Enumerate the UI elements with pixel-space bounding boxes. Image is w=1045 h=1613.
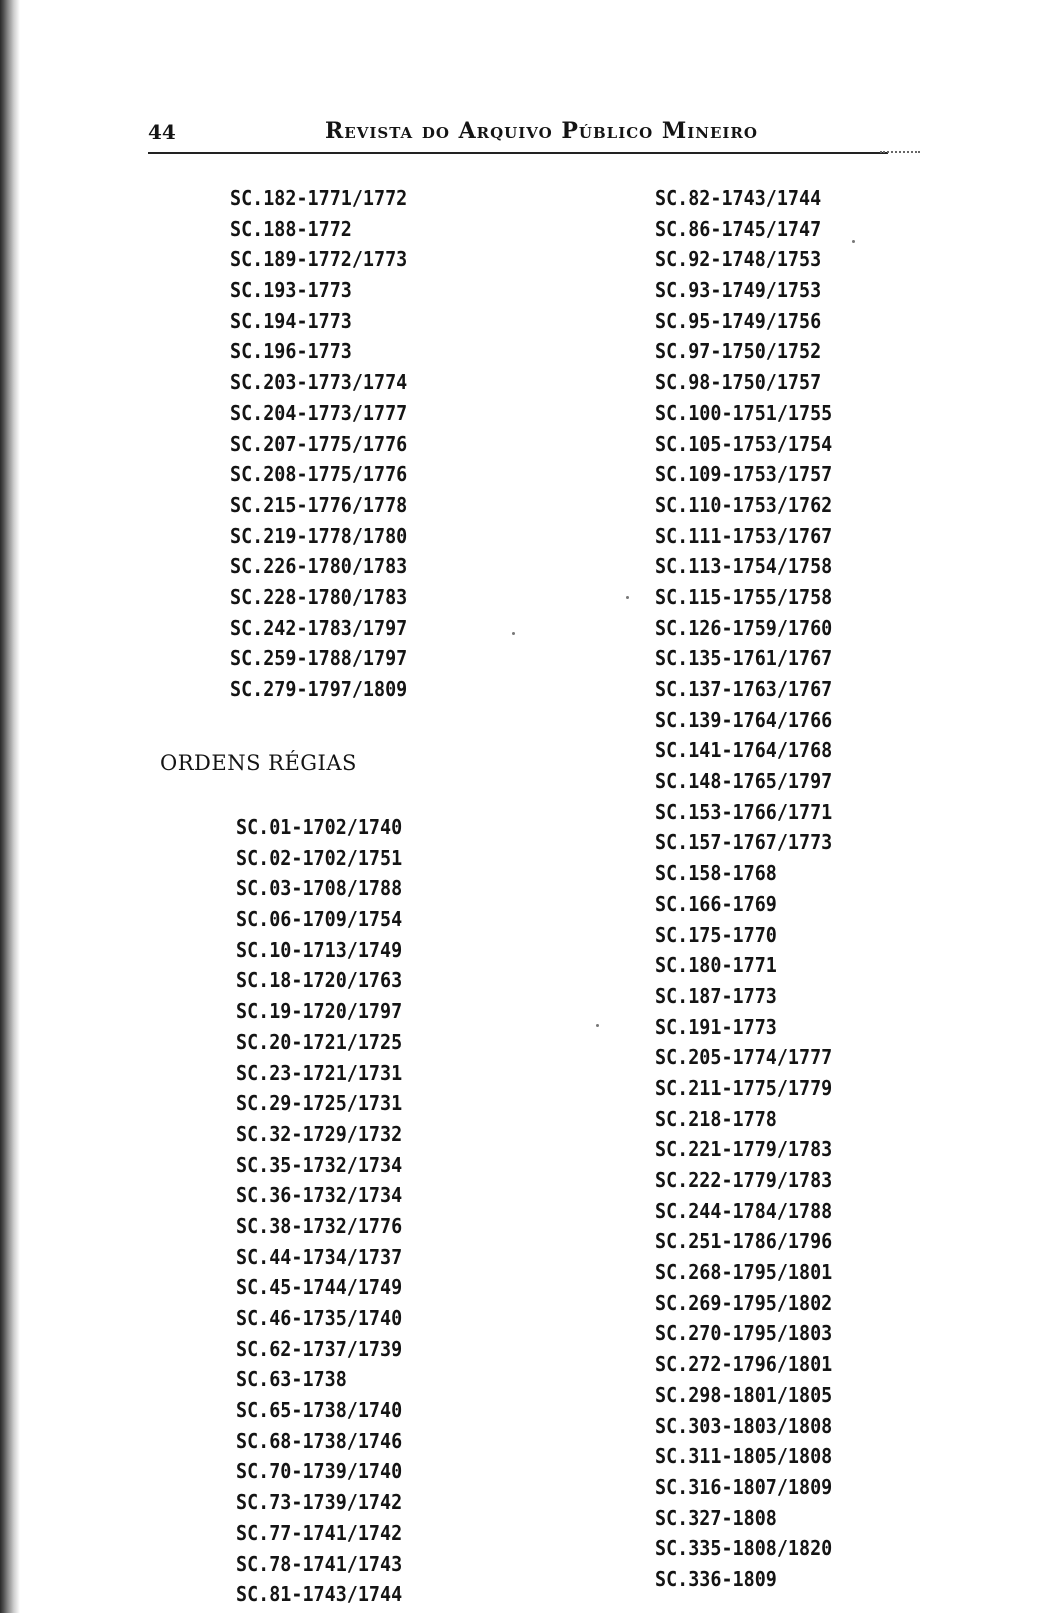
list-entry: SC.166-1769 <box>655 891 777 916</box>
list-entry: SC.35-1732/1734 <box>236 1152 403 1177</box>
list-entry: SC.188-1772 <box>230 216 352 241</box>
list-entry: SC.19-1720/1797 <box>236 999 403 1024</box>
print-speck <box>512 632 515 635</box>
list-entry: SC.208-1775/1776 <box>230 462 408 487</box>
list-entry: SC.228-1780/1783 <box>230 584 408 609</box>
list-entry: SC.29-1725/1731 <box>236 1091 403 1116</box>
list-entry: SC.126-1759/1760 <box>655 615 833 640</box>
list-entry: SC.194-1773 <box>230 308 352 333</box>
page-number: 44 <box>148 120 176 144</box>
list-entry: SC.45-1744/1749 <box>236 1275 403 1300</box>
list-entry: SC.242-1783/1797 <box>230 615 408 640</box>
list-entry: SC.18-1720/1763 <box>236 968 403 993</box>
list-entry: SC.336-1809 <box>655 1566 777 1591</box>
list-entry: SC.327-1808 <box>655 1505 777 1530</box>
list-entry: SC.32-1729/1732 <box>236 1121 403 1146</box>
list-entry: SC.01-1702/1740 <box>236 815 403 839</box>
list-entry: SC.207-1775/1776 <box>230 431 408 456</box>
list-entry: SC.100-1751/1755 <box>655 400 833 425</box>
list-entry: SC.68-1738/1746 <box>236 1428 403 1453</box>
list-entry: SC.111-1753/1767 <box>655 523 833 548</box>
list-entry: SC.36-1732/1734 <box>236 1183 403 1208</box>
print-speck <box>626 596 629 599</box>
list-entry: SC.148-1765/1797 <box>655 769 833 794</box>
list-entry: SC.189-1772/1773 <box>230 247 408 272</box>
list-entry: SC.187-1773 <box>655 983 777 1008</box>
list-entry: SC.113-1754/1758 <box>655 554 833 579</box>
list-entry: SC.20-1721/1725 <box>236 1029 403 1054</box>
list-entry: SC.109-1753/1757 <box>655 462 833 487</box>
list-entry: SC.335-1808/1820 <box>655 1536 833 1561</box>
list-entry: SC.158-1768 <box>655 861 777 886</box>
list-entry: SC.137-1763/1767 <box>655 677 833 701</box>
list-entry: SC.92-1748/1753 <box>655 247 822 272</box>
header-rule-tail <box>880 151 920 153</box>
list-entry: SC.153-1766/1771 <box>655 799 833 824</box>
list-entry: SC.105-1753/1754 <box>655 431 833 456</box>
list-entry: SC.268-1795/1801 <box>655 1260 833 1285</box>
list-entry: SC.182-1771/1772 <box>230 186 408 210</box>
list-entry: SC.95-1749/1756 <box>655 308 822 333</box>
list-entry: SC.203-1773/1774 <box>230 370 408 395</box>
list-entry: SC.70-1739/1740 <box>236 1459 403 1484</box>
list-entry: SC.205-1774/1777 <box>655 1045 833 1070</box>
list-entry: SC.180-1771 <box>655 953 777 978</box>
list-entry: SC.82-1743/1744 <box>655 186 822 210</box>
list-entry: SC.270-1795/1803 <box>655 1321 833 1346</box>
list-entry: SC.03-1708/1788 <box>236 876 403 901</box>
left-column-top-list <box>230 183 407 705</box>
list-entry: SC.110-1753/1762 <box>655 492 833 517</box>
left-column-section-list <box>236 812 402 1610</box>
list-entry: SC.259-1788/1797 <box>230 646 408 671</box>
list-entry: SC.135-1761/1767 <box>655 646 833 671</box>
list-entry: SC.316-1807/1809 <box>655 1474 833 1499</box>
list-entry: SC.10-1713/1749 <box>236 937 403 962</box>
list-entry: SC.211-1775/1779 <box>655 1075 833 1100</box>
list-entry: SC.81-1743/1744 <box>236 1582 403 1607</box>
list-entry: SC.02-1702/1751 <box>236 845 403 870</box>
list-entry: SC.62-1737/1739 <box>236 1336 403 1361</box>
print-speck <box>852 240 855 243</box>
list-entry: SC.196-1773 <box>230 339 352 364</box>
list-entry: SC.93-1749/1753 <box>655 278 822 303</box>
list-entry: SC.63-1738 <box>236 1367 347 1392</box>
list-entry: SC.279-1797/1809 <box>230 677 408 701</box>
list-entry: SC.298-1801/1805 <box>655 1382 833 1407</box>
list-entry: SC.218-1778 <box>655 1106 777 1131</box>
list-entry: SC.141-1764/1768 <box>655 738 833 763</box>
list-entry: SC.98-1750/1757 <box>655 370 822 395</box>
list-entry: SC.193-1773 <box>230 278 352 303</box>
list-entry: SC.23-1721/1731 <box>236 1060 403 1085</box>
list-entry: SC.215-1776/1778 <box>230 492 408 517</box>
list-entry: SC.46-1735/1740 <box>236 1306 403 1330</box>
list-entry: SC.65-1738/1740 <box>236 1398 403 1423</box>
list-entry: SC.244-1784/1788 <box>655 1198 833 1223</box>
list-entry: SC.78-1741/1743 <box>236 1551 403 1576</box>
list-entry: SC.251-1786/1796 <box>655 1229 833 1254</box>
header-rule <box>148 152 888 154</box>
page-binding-edge <box>0 0 20 1613</box>
list-entry: SC.222-1779/1783 <box>655 1168 833 1192</box>
running-title: Revista do Arquivo Público Mineiro <box>325 118 758 144</box>
list-entry: SC.44-1734/1737 <box>236 1244 403 1269</box>
list-entry: SC.86-1745/1747 <box>655 216 822 241</box>
list-entry: SC.303-1803/1808 <box>655 1413 833 1438</box>
list-entry: SC.06-1709/1754 <box>236 907 403 932</box>
print-speck <box>596 1024 599 1027</box>
list-entry: SC.175-1770 <box>655 922 777 947</box>
list-entry: SC.221-1779/1783 <box>655 1137 833 1162</box>
list-entry: SC.77-1741/1742 <box>236 1520 403 1545</box>
list-entry: SC.139-1764/1766 <box>655 707 833 732</box>
list-entry: SC.311-1805/1808 <box>655 1444 833 1469</box>
list-entry: SC.204-1773/1777 <box>230 400 408 425</box>
right-column-list <box>655 183 832 1595</box>
list-entry: SC.97-1750/1752 <box>655 339 822 364</box>
list-entry: SC.272-1796/1801 <box>655 1352 833 1377</box>
section-heading: ORDENS RÉGIAS <box>160 751 357 775</box>
list-entry: SC.157-1767/1773 <box>655 830 833 855</box>
list-entry: SC.115-1755/1758 <box>655 584 833 609</box>
list-entry: SC.38-1732/1776 <box>236 1213 403 1238</box>
list-entry: SC.219-1778/1780 <box>230 523 408 548</box>
list-entry: SC.226-1780/1783 <box>230 554 408 579</box>
list-entry: SC.269-1795/1802 <box>655 1290 833 1315</box>
list-entry: SC.191-1773 <box>655 1014 777 1039</box>
list-entry: SC.73-1739/1742 <box>236 1490 403 1515</box>
